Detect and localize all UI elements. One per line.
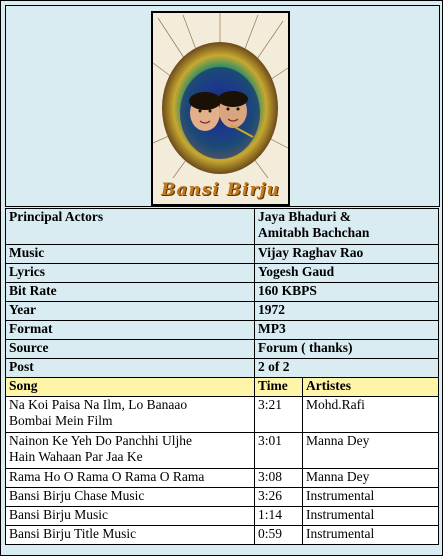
cell-text: Jaya Bhaduri & [258, 209, 352, 224]
poster-title-logo: Bansi Birju [161, 180, 280, 200]
info-value [255, 340, 439, 359]
cell-text: 1972 [258, 302, 285, 317]
cell-text: MP3 [258, 321, 286, 336]
song-row [6, 488, 439, 507]
song-artist: Mohd.Rafi [303, 397, 439, 433]
song-title [6, 469, 255, 488]
info-value [255, 209, 439, 245]
info-label: Bit Rate [6, 283, 255, 302]
cell-text: Bansi Birju Title Music [9, 526, 137, 541]
song-time: 0:59 [255, 526, 303, 545]
info-value [255, 302, 439, 321]
info-label: Lyrics [6, 264, 255, 283]
song-title [6, 397, 255, 433]
song-title [6, 526, 255, 545]
cell-text: Forum ( thanks) [258, 340, 353, 355]
cover-cell [5, 5, 440, 207]
cell-text: Bombai Mein Film [9, 413, 113, 428]
cell-text: Rama Ho O Rama O Rama O Rama [9, 469, 205, 484]
song-column-header: Song [6, 378, 255, 397]
info-value [255, 321, 439, 340]
song-row [6, 397, 439, 433]
info-row [6, 264, 439, 283]
song-artist: Instrumental [303, 526, 439, 545]
song-title [6, 507, 255, 526]
cell-text: 160 KBPS [258, 283, 317, 298]
song-title [6, 433, 255, 469]
artistes-column-header: Artistes [303, 378, 439, 397]
info-row [6, 340, 439, 359]
song-artist: Manna Dey [303, 469, 439, 488]
song-time: 3:26 [255, 488, 303, 507]
song-time: 1:14 [255, 507, 303, 526]
info-label: Format [6, 321, 255, 340]
song-artist: Instrumental [303, 507, 439, 526]
cell-text: 2 of 2 [258, 359, 290, 374]
time-column-header: Time [255, 378, 303, 397]
cell-text: Vijay Raghav Rao [258, 245, 364, 260]
song-time: 3:08 [255, 469, 303, 488]
info-row [6, 283, 439, 302]
cell-text: Nainon Ke Yeh Do Panchhi Uljhe [9, 433, 192, 448]
info-label: Source [6, 340, 255, 359]
peacock-feather-artwork [153, 13, 288, 204]
song-row [6, 469, 439, 488]
info-row [6, 245, 439, 264]
info-label: Principal Actors [6, 209, 255, 245]
song-artist: Manna Dey [303, 433, 439, 469]
song-row [6, 433, 439, 469]
song-title [6, 488, 255, 507]
info-row [6, 321, 439, 340]
info-row [6, 359, 439, 378]
info-label: Post [6, 359, 255, 378]
cell-text: Amitabh Bachchan [258, 225, 370, 240]
album-poster [151, 11, 290, 206]
song-time: 3:21 [255, 397, 303, 433]
details-table [5, 208, 439, 545]
cell-text: Bansi Birju Music [9, 507, 109, 522]
cell-text: Na Koi Paisa Na Ilm, Lo Banaao [9, 397, 188, 412]
cell-text: Hain Wahaan Par Jaa Ke [9, 449, 143, 464]
info-row [6, 209, 439, 245]
info-value [255, 245, 439, 264]
info-row [6, 302, 439, 321]
info-label: Music [6, 245, 255, 264]
info-label: Year [6, 302, 255, 321]
cell-text: Bansi Birju Chase Music [9, 488, 145, 503]
songs-header-row [6, 378, 439, 397]
song-row [6, 507, 439, 526]
cell-text: Yogesh Gaud [258, 264, 335, 279]
info-value [255, 264, 439, 283]
info-value [255, 283, 439, 302]
song-row [6, 526, 439, 545]
song-artist: Instrumental [303, 488, 439, 507]
song-time: 3:01 [255, 433, 303, 469]
info-value [255, 359, 439, 378]
